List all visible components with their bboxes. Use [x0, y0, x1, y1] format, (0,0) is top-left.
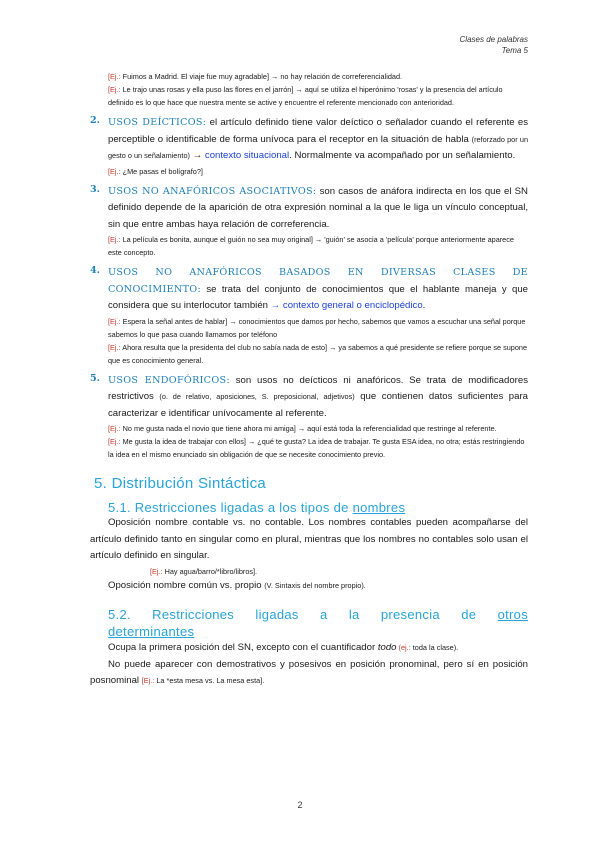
item-number: 5. — [90, 372, 101, 384]
item-text: USOS DEÍCTICOS: el artículo definido tiene valor deíctico o señalador cuando el referente es perceptible o identificable de forma unívoca para el receptor en la situación de habla (reforzado por un gesto o un señalamiento) → contexto situacional. Normalmente va acompañado por un señalamiento. — [108, 117, 528, 161]
item-text: USOS ENDOFÓRICOS: son usos no deícticos ni anafóricos. Se trata de modificadores restrictivos (o. de relativo, aposiciones, S. preposicional, adjetivos) que contienen datos suficientes para caracterizar e identificar unívocamente al referente. — [108, 374, 529, 419]
header-course: Clases de palabras — [459, 35, 528, 44]
intro-example-1: [Ej.: Fuimos a Madrid. El viaje fue muy agradable] → no hay relación de correferencialidad. — [108, 72, 403, 81]
link-contexto-general[interactable]: contexto general o enciclopédico — [282, 300, 423, 311]
section-title: 5. Distribución Sintáctica — [94, 475, 267, 492]
paragraph: Ocupa la primera posición del SN, excepto con el cuantificador todo (ej.: toda la clase). — [108, 642, 459, 653]
item-text: USOS NO ANAFÓRICOS ASOCIATIVOS: son casos de anáfora indirecta en los que el SN definido depende de la aparición de otra expresión nominal a la que le liga un vínculo conceptual, sin que entre ambas haya relación de correferencia. — [108, 185, 528, 230]
item-example: [Ej.: No me gusta nada el novio que tiene ahora mi amiga] → aquí está toda la referencialidad que restringe al referente. — [108, 424, 497, 433]
paragraph: Oposición nombre contable vs. no contable. Los nombres contables pueden acompañarse del artículo definido tanto en singular como en plural, mientras que los nombres no contables solo usan el artículo definido en singular. — [90, 517, 528, 561]
example: [Ej.: Hay agua/barro/*libro/libros]. — [150, 566, 258, 576]
page-header — [460, 34, 528, 56]
list-item — [90, 265, 528, 367]
item-example: [Ej.: Me gusta la idea de trabajar con ellos] → ¿qué te gusta? La idea de trabajar. Te gusta ESA idea, no otra; estás restringiendo la idea en el mismo enunciado sin obligación de que se necesite conocimiento previo. — [108, 437, 525, 459]
list-item — [90, 115, 528, 178]
item-example: [Ej.: ¿Me pasas el bolígrafo?] — [108, 166, 203, 176]
header-topic: Tema 5 — [501, 46, 528, 55]
subsection-title: 5.1. Restricciones ligadas a los tipos de nombres — [108, 500, 406, 515]
item-number: 2. — [90, 115, 101, 126]
list-item — [90, 184, 528, 260]
item-number: 3. — [90, 183, 101, 195]
page-content — [90, 70, 528, 690]
paragraph: Oposición nombre común vs. propio (V. Sintaxis del nombre propio). — [108, 579, 366, 591]
item-number: 4. — [90, 265, 101, 276]
intro-example-2: [Ej.: Le trajo unas rosas y ella puso las flores en el jarrón] → aquí se utiliza el hiperónimo 'rosas' y la presencia del artículo definido es lo que hace que nuestra mente se active y encuentre el referente mencionado con anterioridad. — [108, 85, 503, 107]
list-item — [90, 373, 528, 462]
paragraph: No puede aparecer con demostrativos y posesivos en posición pronominal, pero sí en posición posnominal [Ej.: La *esta mesa vs. La mesa esta]. — [90, 658, 528, 686]
link-contexto-situacional[interactable]: contexto situacional — [204, 150, 290, 161]
page-number: 2 — [297, 800, 303, 810]
item-text: USOS NO ANAFÓRICOS BASADOS EN DIVERSAS CLASES DE CONOCIMIENTO: se trata del conjunto de conocimientos que el hablante maneja y que considera que su interlocutor también → contexto general o enciclopédico. — [108, 267, 528, 311]
item-example: [Ej.: Ahora resulta que la presidenta del club no sabía nada de esto] → ya sabemos a qué presidente se refiere porque se supone que es conocimiento general. — [108, 342, 528, 365]
subsection-title: 5.2. Restricciones ligadas a la presencia de otros determinantes — [108, 607, 528, 639]
item-example: [Ej.: Espera la señal antes de hablar] → conocimientos que damos por hecho, sabemos que vamos a escuchar una señal porque sabemos lo que pasa cuando llamamos por teléfono — [108, 316, 526, 339]
item-example: [Ej.: La película es bonita, aunque el guión no sea muy original] → 'guión' se asocia a 'película' porque anteriormente aparece este concepto. — [108, 235, 514, 257]
